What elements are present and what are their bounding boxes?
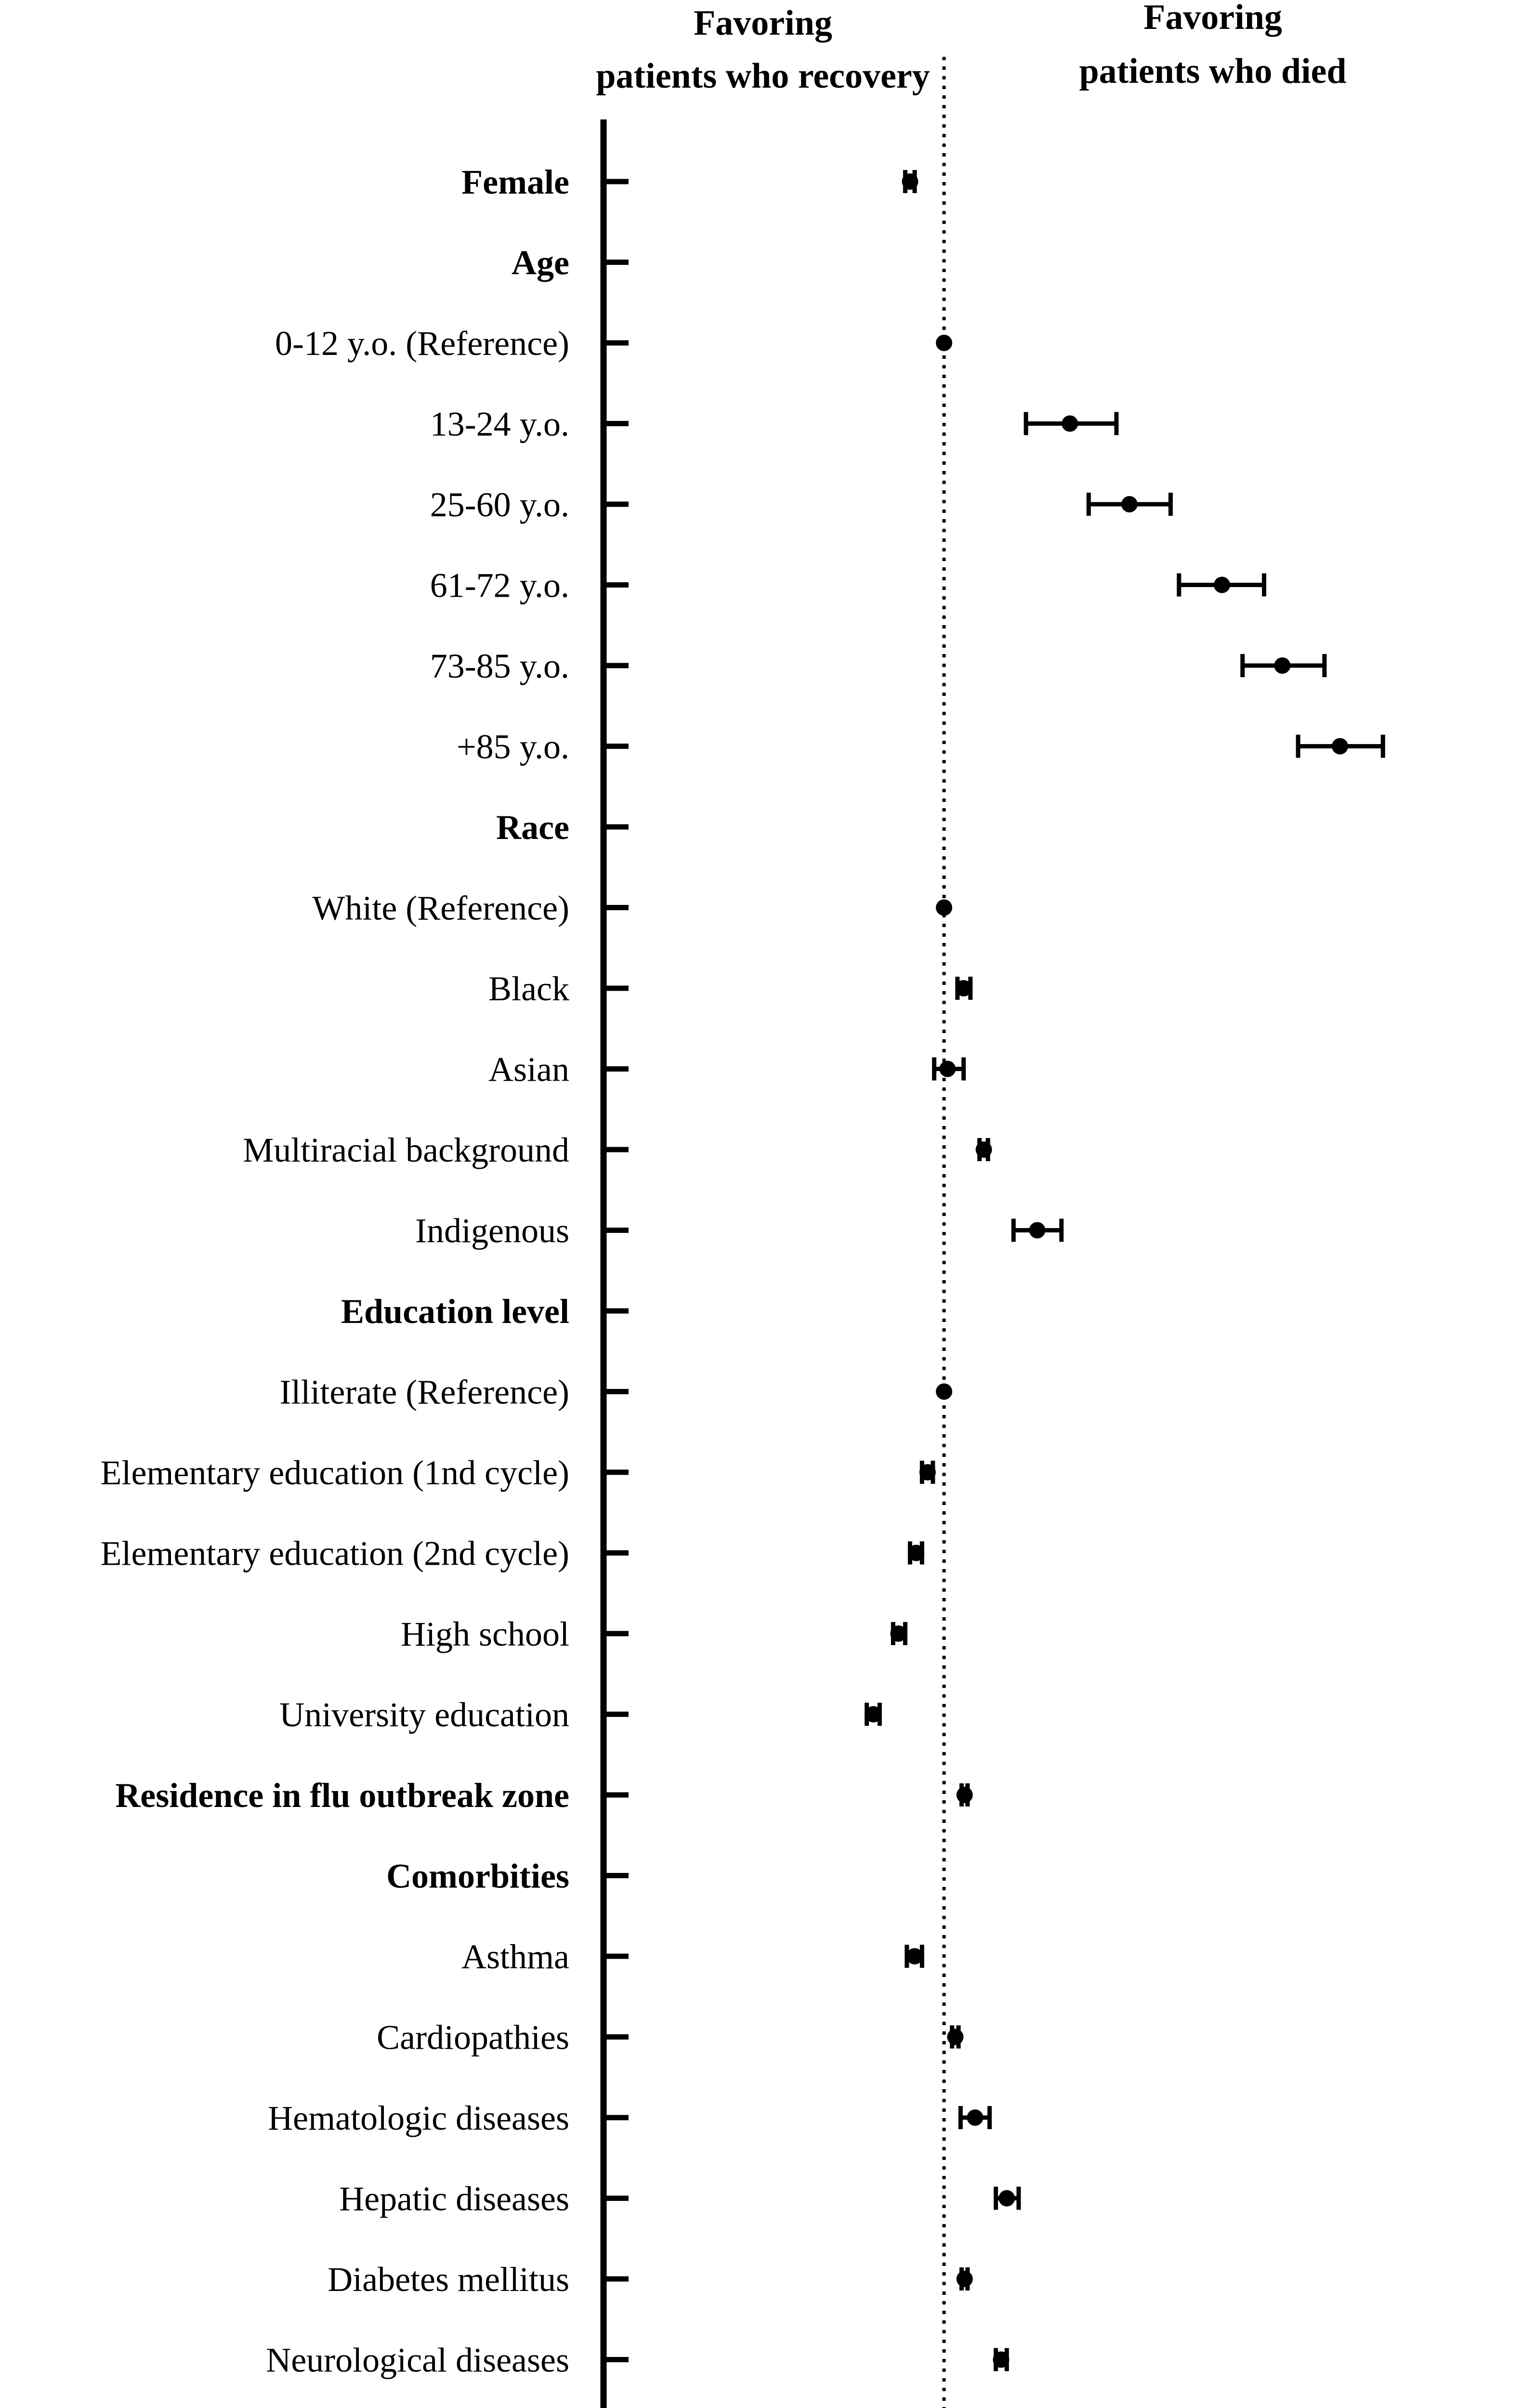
row-label: White (Reference): [312, 889, 569, 928]
or-point: [902, 173, 918, 190]
or-point: [1214, 577, 1230, 593]
row-label: Multiracial background: [243, 1131, 569, 1169]
row-label: Elementary education (2nd cycle): [100, 1534, 569, 1573]
or-point: [956, 980, 972, 996]
row-label: Age: [512, 243, 569, 282]
row-label: 0-12 y.o. (Reference): [275, 324, 569, 363]
forest-row: [415, 1212, 1062, 1250]
forest-row: [386, 1857, 629, 1896]
row-label: Neurological diseases: [266, 2341, 569, 2380]
row-label: Cardiopathies: [377, 2018, 569, 2057]
row-label: 25-60 y.o.: [430, 485, 569, 524]
forest-row: [243, 1131, 992, 1169]
or-point: [939, 1061, 956, 1077]
forest-row: [279, 1373, 952, 1412]
forest-row: [430, 566, 1264, 605]
forest-row: [430, 485, 1171, 524]
or-point: [919, 1464, 936, 1480]
forest-row: [279, 1696, 881, 1734]
header-left-line1: Favoring: [694, 3, 832, 43]
forest-row: [100, 1453, 935, 1492]
or-point: [957, 1787, 973, 1803]
forest-row: [275, 324, 952, 363]
forest-row: [461, 163, 918, 201]
or-point: [908, 1545, 924, 1561]
forest-row: [488, 969, 972, 1008]
or-point: [1121, 496, 1138, 512]
forest-row: [312, 889, 952, 928]
or-point: [906, 1948, 923, 1964]
or-point: [1274, 657, 1290, 674]
row-label: University education: [279, 1695, 569, 1734]
forest-row: [100, 1534, 924, 1573]
forest-row: [496, 808, 629, 847]
row-label: Comorbities: [386, 1857, 569, 1896]
or-point: [865, 1706, 881, 1723]
forest-row: [512, 244, 629, 282]
row-label: Indigenous: [415, 1211, 569, 1250]
row-label: High school: [401, 1615, 569, 1653]
row-label: Diabetes mellitus: [328, 2260, 569, 2299]
row-label: Black: [488, 969, 569, 1008]
row-label: Illiterate (Reference): [279, 1373, 569, 1412]
or-point: [936, 335, 952, 351]
row-label: Elementary education (1nd cycle): [100, 1453, 569, 1492]
or-point: [936, 900, 952, 916]
or-point: [998, 2190, 1015, 2207]
or-point: [967, 2109, 983, 2126]
row-label: +85 y.o.: [457, 727, 569, 766]
forest-row: [430, 405, 1116, 444]
row-label: Asian: [488, 1050, 569, 1089]
row-label: 73-85 y.o.: [430, 647, 569, 685]
forest-row: [401, 1615, 906, 1653]
row-label: Hematologic diseases: [268, 2099, 569, 2137]
row-label: 61-72 y.o.: [430, 566, 569, 605]
row-label: Female: [461, 163, 569, 201]
forest-row: [341, 1292, 629, 1331]
or-point: [993, 2352, 1009, 2368]
forest-row: [377, 2018, 963, 2057]
header-right-line1: Favoring: [1143, 0, 1282, 37]
forest-row: [266, 2341, 1009, 2380]
forest-row: [488, 1050, 964, 1089]
forest-row: [461, 1937, 923, 1976]
forest-row: [457, 728, 1383, 766]
or-point: [1029, 1222, 1045, 1239]
or-point: [890, 1625, 906, 1642]
or-point: [957, 2271, 973, 2287]
or-point: [947, 2029, 963, 2045]
or-point: [1062, 416, 1078, 432]
forest-row: [430, 647, 1325, 685]
rows-layer: [100, 163, 1383, 2408]
forest-row: [328, 2260, 973, 2299]
header-right-line2: patients who died: [1079, 52, 1347, 91]
forest-row: [115, 1776, 972, 1815]
row-label: Hepatic diseases: [339, 2179, 569, 2218]
row-label: Race: [496, 808, 569, 847]
row-label: Asthma: [461, 1937, 569, 1976]
header-left-line2: patients who recovery: [596, 56, 930, 96]
row-label: 13-24 y.o.: [430, 405, 569, 444]
row-label: Education level: [341, 1292, 569, 1331]
or-point: [936, 1384, 952, 1400]
or-point: [1332, 738, 1348, 755]
forest-row: [268, 2099, 989, 2137]
or-point: [976, 1141, 992, 1158]
forest-row: [339, 2180, 1019, 2218]
row-label: Residence in flu outbreak zone: [115, 1776, 569, 1815]
